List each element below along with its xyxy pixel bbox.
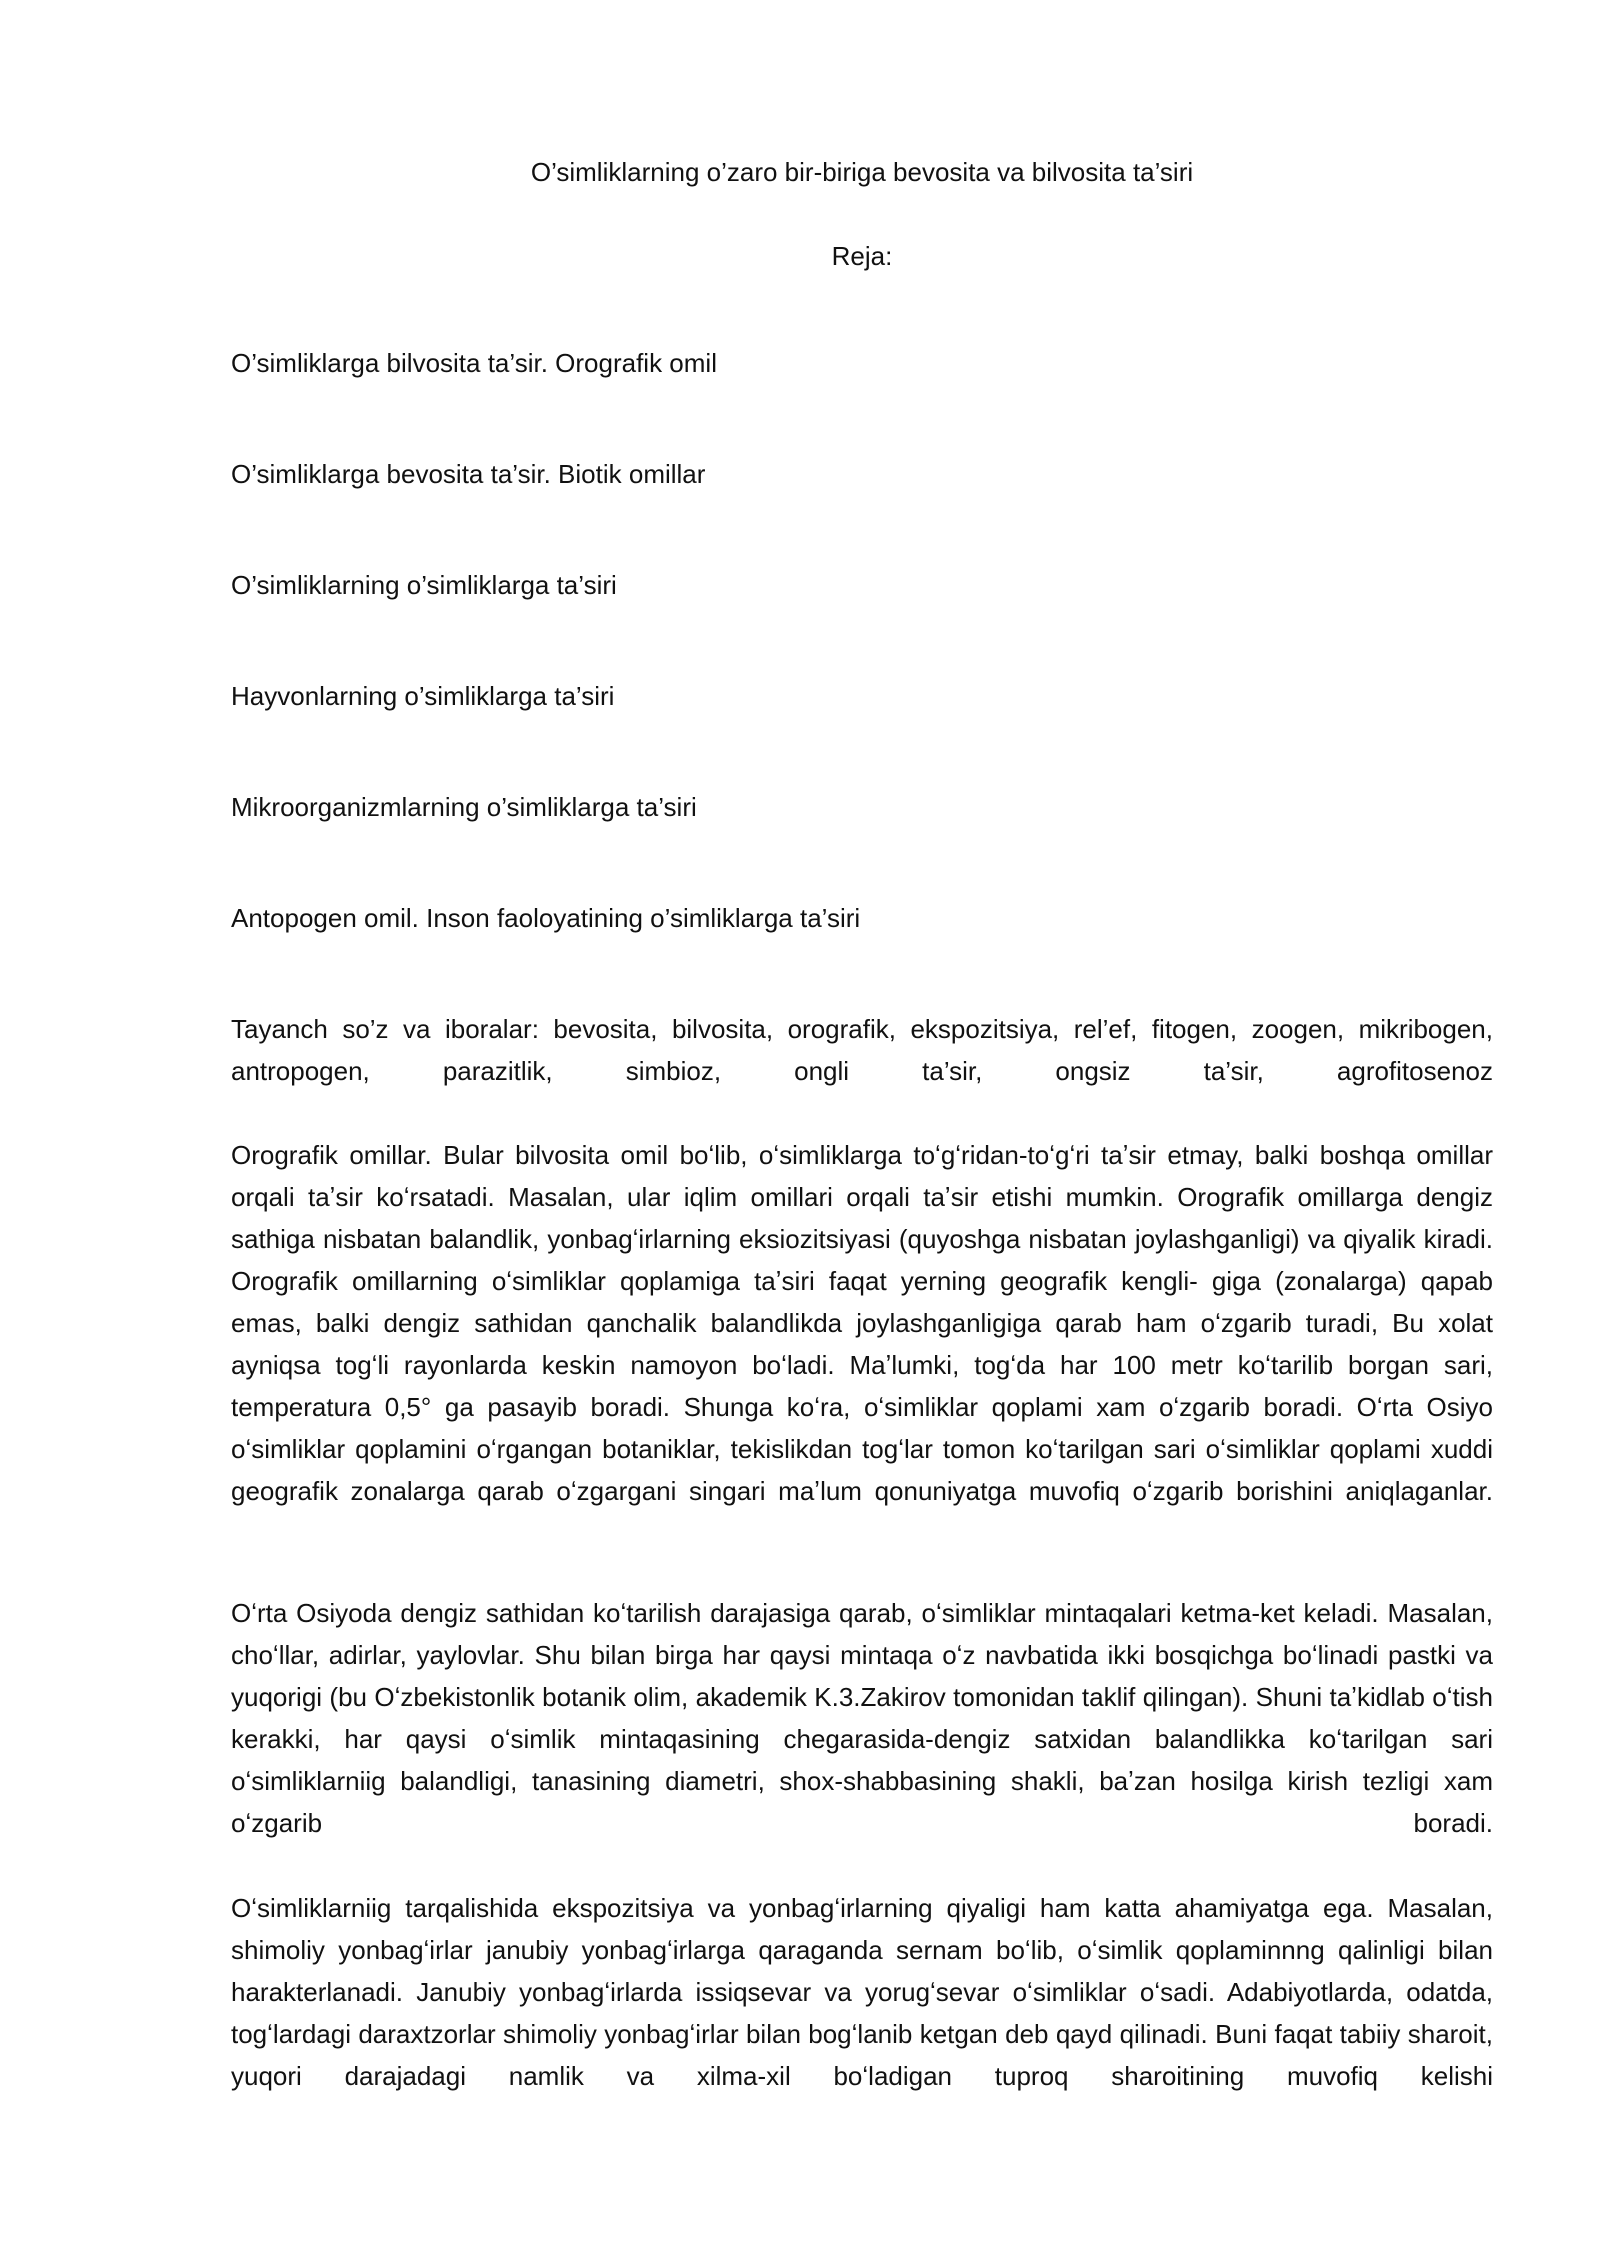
- plan-item-6: Antopogen omil. Inson faoloyatining o’simliklarga ta’siri: [231, 903, 861, 933]
- plan-heading: Reja:: [831, 241, 893, 271]
- document-page: [231, 0, 1493, 2262]
- body-paragraph-3: Oʻsimliklarniig tarqalishida ekspozitsiya va yonbagʻirlarning qiyaligi ham katta ahamiyatga ega. Masalan, shimoliy yonbagʻirlar janubiy yonbagʻirlarga qaraganda sernam boʻlib, oʻsimlik qoplaminnng qalinligi bilan harakterlanadi. Janubiy yonbagʻirlarda issiqsevar va yorugʻsevar oʻsimliklar oʻsadi. Adabiyotlarda, odatda, togʻlardagi daraxtzorlar shimoliy yonbagʻirlar bilan bogʻlanib ketgan deb qayd qilinadi. Buni faqat tabiiy sharoit, yuqori darajadagi namlik va xilma-xil boʻladigan tuproq sharoitining muvofiq kelishi: [231, 1893, 1493, 2091]
- plan-item-1: O’simliklarga bilvosita ta’sir. Orografik omil: [231, 348, 717, 378]
- keywords-paragraph: Tayanch so’z va iboralar: bevosita, bilvosita, orografik, ekspozitsiya, rel’ef, fitogen, zoogen, mikribogen, antropogen, parazitlik, simbioz, ongli ta’sir, ongsiz ta’sir, agrofitosenoz: [231, 1014, 1493, 1086]
- plan-item-5: Mikroorganizmlarning o’simliklarga ta’siri: [231, 792, 697, 822]
- plan-item-2: O’simliklarga bevosita ta’sir. Biotik omillar: [231, 459, 706, 489]
- plan-item-4: Hayvonlarning o’simliklarga ta’siri: [231, 681, 615, 711]
- document-title: O’simliklarning o’zaro bir-biriga bevosita va bilvosita ta’siri: [530, 157, 1194, 187]
- plan-item-3: O’simliklarning o’simliklarga ta’siri: [231, 570, 617, 600]
- body-paragraph-2: Oʻrta Osiyoda dengiz sathidan koʻtarilish darajasiga qarab, oʻsimliklar mintaqalari ketma-ket keladi. Masalan, choʻllar, adirlar, yaylovlar. Shu bilan birga har qaysi mintaqa oʻz navbatida ikki bosqichga boʻlinadi pastki va yuqorigi (bu Oʻzbekistonlik botanik olim, akademik K.3.Zakirov tomonidan taklif qilingan). Shuni taʼkidlab oʻtish kerakki, har qaysi oʻsimlik mintaqasining chegarasida-dengiz satxidan balandlikka koʻtarilgan sari oʻsimliklarniig balandligi, tanasining diametri, shox-shabbasining shakli, baʼzan hosilga kirish tezligi xam oʻzgarib boradi.: [231, 1598, 1493, 1838]
- body-paragraph-1: Orografik omillar. Bular bilvosita omil boʻlib, oʻsimliklarga toʻgʻridan-toʻgʻri taʼsir etmay, balki boshqa omillar orqali taʼsir koʻrsatadi. Masalan, ular iqlim omillari orqali taʼsir etishi mumkin. Orografik omillarga dengiz sathiga nisbatan balandlik, yonbagʻirlarning eksiozitsiyasi (quyoshga nisbatan joylashganligi) va qiyalik kiradi. Orografik omillarning oʻsimliklar qoplamiga taʼsiri faqat yerning geografik kengli- giga (zonalarga) qapab emas, balki dengiz sathidan qanchalik balandlikda joylashganligiga qarab ham oʻzgarib turadi, Bu xolat ayniqsa togʻli rayonlarda keskin namoyon boʻladi. Maʼlumki, togʻda har 100 metr koʻtarilib borgan sari, temperatura 0,5° ga pasayib boradi. Shunga koʻra, oʻsimliklar qoplami xam oʻzgarib boradi. Oʻrta Osiyo oʻsimliklar qoplamini oʻrgangan botaniklar, tekislikdan togʻlar tomon koʻtarilgan sari oʻsimliklar qoplami xuddi geografik zonalarga qarab oʻzgargani singari maʼlum qonuniyatga muvofiq oʻzgarib borishini aniqlaganlar.: [231, 1140, 1493, 1506]
